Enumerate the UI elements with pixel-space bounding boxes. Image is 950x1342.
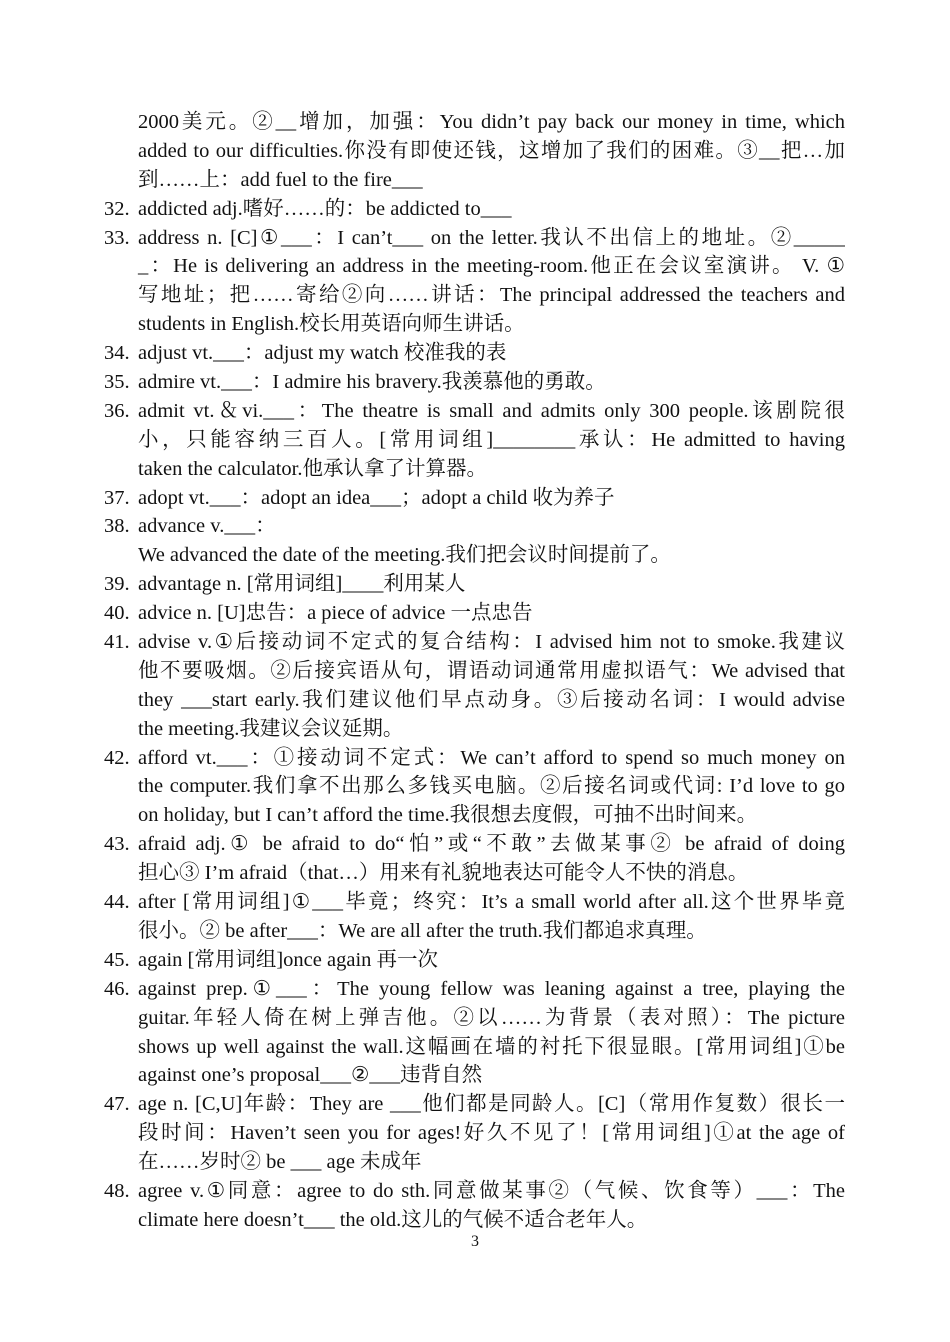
line-text: guitar.年轻人倚在树上弹吉他。②以……为背景（表对照）：The picture [138,1006,845,1029]
entry-number: 37. [104,486,130,509]
continuation-line [104,108,845,137]
line-text: 担心③ I’m afraid（that…）用来有礼貌地表达可能令人不快的消息。 [138,862,749,885]
continuation-line [104,166,845,195]
line-text: against prep.①___：The young fellow was leaning against a tree, playing the [138,977,845,1000]
continuation-line [104,1148,845,1177]
continuation-line [104,310,845,339]
entry-line [104,1177,845,1206]
line-text: We advanced the date of the meeting.我们把会议时间提前了。 [138,544,671,567]
continuation-line [104,1119,845,1148]
line-text: adopt vt.___：adopt an idea___；adopt a child 收为养子 [138,486,615,509]
line-text: afraid adj.① be afraid to do“怕”或“不敢”去做某事② be afraid of doing [138,833,845,856]
entry-number: 46. [104,977,130,1000]
continuation-line [104,859,845,888]
continuation-line [104,426,845,455]
line-text: admit vt.＆vi.___：The theatre is small and admits only 300 people.该剧院很 [138,399,845,422]
line-text: taken the calculator.他承认拿了计算器。 [138,457,487,480]
entry-number: 47. [104,1093,130,1116]
entry-number: 44. [104,891,130,914]
line-text: advantage n. [常用词组]____利用某人 [138,573,466,596]
line-text: 很小。② be after___：We are all after the truth.我们都追求真理。 [138,919,707,942]
line-text: shows up well against the wall.这幅画在墙的衬托下很显眼。[常用词组]①be [138,1035,845,1058]
entry-line [104,1090,845,1119]
continuation-line [104,686,845,715]
entry-line [104,975,845,1004]
line-text: added to our difficulties.你没有即使还钱，这增加了我们的困难。③__把…加 [138,139,845,162]
line-text: 段时间：Haven’t seen you for ages!好久不见了！[常用词组]①at the age of [138,1122,845,1145]
page-number: 3 [471,1233,479,1250]
entry-number: 41. [104,631,130,654]
continuation-line [104,137,845,166]
continuation-line [104,1033,845,1062]
line-text: the computer.我们拿不出那么多钱买电脑。②后接名词或代词: I’d love to go [138,775,845,798]
entry-number: 45. [104,948,130,971]
entry-number: 35. [104,371,130,394]
line-text: adjust vt.___：adjust my watch 校准我的表 [138,342,507,365]
continuation-line [104,657,845,686]
entry-line [104,512,845,541]
continuation-line [104,801,845,830]
continuation-line [104,252,845,281]
line-text: they ___start early.我们建议他们早点动身。③后接动名词：I would advise [138,688,845,711]
line-text: _：He is delivering an address in the meeting-room.他正在会议室演讲。 V. ① [138,255,845,278]
entry-number: 33. [104,226,130,249]
entry-number: 36. [104,399,130,422]
continuation-line [104,541,845,570]
line-text: agree v.①同意：agree to do sth.同意做某事②（气候、饮食等）___：The [138,1179,845,1202]
entry-line [104,339,845,368]
entry-number: 48. [104,1179,130,1202]
entry-number: 40. [104,602,130,625]
line-text: 到……上：add fuel to the fire___ [138,168,423,191]
line-text: after [常用词组]①___毕竟；终究：It’s a small world after all.这个世界毕竟 [138,891,845,914]
line-text: 在……岁时② be ___ age 未成年 [138,1151,422,1174]
entry-number: 38. [104,515,130,538]
line-text: students in English.校长用英语向师生讲话。 [138,313,525,336]
continuation-line [104,1061,845,1090]
line-text: afford vt.___：①接动词不定式：We can’t afford to spend so much money on [138,746,845,769]
line-text: address n. [C]①___：I can’t___ on the letter.我认不出信上的地址。②_____ [138,226,845,249]
line-text: 写地址；把……寄给②向……讲话：The principal addressed the teachers and [138,284,845,307]
entry-number: 32. [104,197,130,220]
entry-number: 42. [104,746,130,769]
continuation-line [104,917,845,946]
entry-line [104,888,845,917]
continuation-line [104,1004,845,1033]
continuation-line [104,715,845,744]
line-text: the meeting.我建议会议延期。 [138,717,404,740]
entry-number: 43. [104,833,130,856]
entry-line [104,744,845,773]
continuation-line [104,281,845,310]
entry-line [104,599,845,628]
entry-line [104,195,845,224]
continuation-line [104,772,845,801]
entry-line [104,484,845,513]
line-text: 2000美元。②__增加，加强：You didn’t pay back our money in time, which [138,111,845,133]
line-text: addicted adj.嗜好……的：be addicted to___ [138,197,512,220]
continuation-line [104,1206,845,1235]
line-text: climate here doesn’t___ the old.这儿的气候不适合老年人。 [138,1208,648,1231]
line-text: advance v.___： [138,515,276,538]
entry-line [104,570,845,599]
entry-line [104,397,845,426]
entry-number: 34. [104,342,130,365]
line-text: on holiday, but I can’t afford the time.我很想去度假，可抽不出时间来。 [138,804,758,827]
line-text: against one’s proposal___②___违背自然 [138,1064,483,1087]
entry-line [104,946,845,975]
line-text: advise v.①后接动词不定式的复合结构：I advised him not to smoke.我建议 [138,631,845,654]
entry-line [104,830,845,859]
entry-line [104,224,845,253]
line-text: admire vt.___：I admire his bravery.我羡慕他的勇敢。 [138,371,606,394]
line-text: advice n. [U]忠告：a piece of advice 一点忠告 [138,602,533,625]
line-text: 小，只能容纳三百人。[常用词组]________承认：He admitted to having [138,428,845,451]
line-text: again [常用词组]once again 再一次 [138,948,439,971]
line-text: 他不要吸烟。②后接宾语从句，谓语动词通常用虚拟语气：We advised that [138,659,845,682]
entry-number: 39. [104,573,130,596]
entry-line [104,368,845,397]
entry-line [104,628,845,657]
vocabulary-list [104,108,845,1235]
continuation-line [104,455,845,484]
line-text: age n. [C,U]年龄：They are ___他们都是同龄人。[C]（常用作复数）很长一 [138,1093,845,1116]
